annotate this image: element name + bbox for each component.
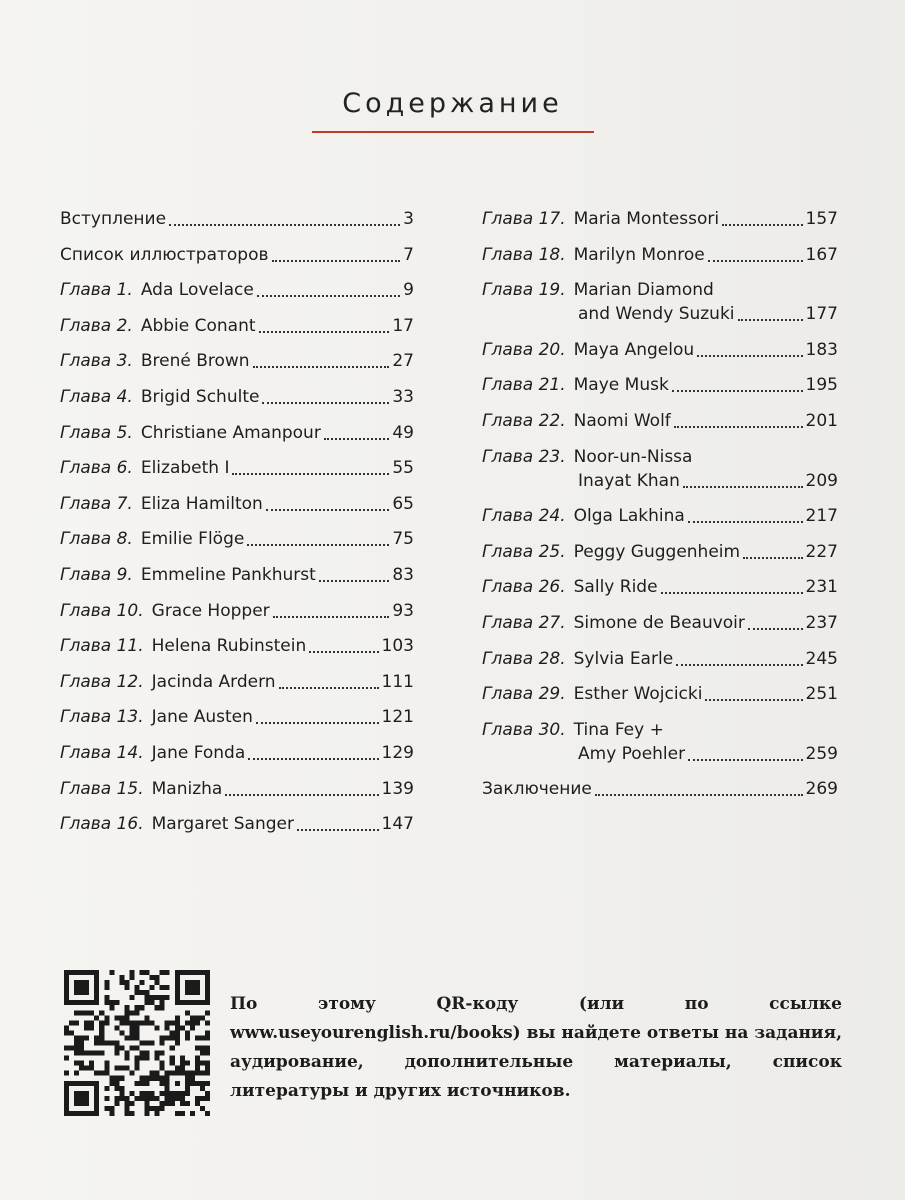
leader-dots bbox=[688, 520, 803, 523]
page-number: 93 bbox=[392, 600, 414, 621]
toc-entry[interactable] bbox=[60, 492, 414, 516]
page-number: 103 bbox=[381, 636, 414, 657]
leader-dots bbox=[248, 757, 378, 760]
page-number: 251 bbox=[805, 684, 838, 705]
chapter-number: Глава 24. bbox=[482, 506, 566, 527]
entry-title: Список иллюстраторов bbox=[60, 244, 269, 265]
toc-entry[interactable] bbox=[482, 718, 838, 766]
chapter-number: Глава 26. bbox=[482, 577, 566, 598]
leader-dots bbox=[319, 579, 390, 582]
chapter-number: Глава 15. bbox=[60, 778, 144, 799]
leader-dots bbox=[169, 223, 400, 226]
toc-entry[interactable] bbox=[482, 540, 838, 564]
leader-dots bbox=[688, 758, 802, 761]
entry-title: Christiane Amanpour bbox=[140, 422, 321, 443]
toc-entry[interactable] bbox=[60, 527, 414, 551]
toc-entry[interactable] bbox=[60, 812, 414, 836]
leader-dots bbox=[595, 793, 803, 796]
entry-title: Elizabeth I bbox=[140, 458, 230, 479]
leader-dots bbox=[676, 663, 802, 666]
leader-dots bbox=[279, 686, 379, 689]
entry-title: Marilyn Monroe bbox=[573, 244, 705, 265]
page-number: 201 bbox=[805, 410, 838, 431]
entry-title: Emmeline Pankhurst bbox=[140, 564, 316, 585]
leader-dots bbox=[247, 543, 389, 546]
toc-entry[interactable] bbox=[482, 207, 838, 231]
leader-dots bbox=[661, 591, 803, 594]
chapter-number: Глава 18. bbox=[482, 244, 566, 265]
page-number: 237 bbox=[805, 612, 838, 633]
page-number: 269 bbox=[805, 779, 838, 800]
toc-entry[interactable] bbox=[482, 682, 838, 706]
page-number: 195 bbox=[805, 375, 838, 396]
chapter-number: Глава 12. bbox=[60, 671, 144, 692]
entry-title: Jane Austen bbox=[151, 707, 253, 728]
page-number: 121 bbox=[381, 707, 414, 728]
page-number: 129 bbox=[381, 742, 414, 763]
entry-title: Jacinda Ardern bbox=[151, 671, 276, 692]
page-number: 227 bbox=[805, 541, 838, 562]
entry-title: Maye Musk bbox=[573, 375, 669, 396]
leader-dots bbox=[697, 354, 802, 357]
chapter-number: Глава 29. bbox=[482, 684, 566, 705]
chapter-number: Глава 5. bbox=[60, 422, 133, 443]
toc-entry[interactable] bbox=[60, 349, 414, 373]
toc-entry[interactable] bbox=[482, 243, 838, 267]
page-number: 231 bbox=[805, 577, 838, 598]
leader-dots bbox=[253, 365, 390, 368]
leader-dots bbox=[674, 425, 803, 428]
chapter-number: Глава 30. bbox=[482, 719, 566, 740]
entry-title: Emilie Flöge bbox=[140, 529, 245, 550]
toc-entry[interactable] bbox=[60, 705, 414, 729]
toc-entry[interactable] bbox=[60, 421, 414, 445]
toc-entry[interactable] bbox=[482, 611, 838, 635]
leader-dots bbox=[748, 627, 803, 630]
chapter-number: Глава 10. bbox=[60, 600, 144, 621]
chapter-number: Глава 23. bbox=[482, 446, 566, 467]
chapter-number: Глава 28. bbox=[482, 648, 566, 669]
entry-title: Eliza Hamilton bbox=[140, 493, 263, 514]
leader-dots bbox=[272, 259, 401, 262]
entry-title: Grace Hopper bbox=[151, 600, 270, 621]
toc-entry[interactable] bbox=[482, 278, 838, 326]
chapter-number: Глава 13. bbox=[60, 707, 144, 728]
leader-dots bbox=[273, 615, 390, 618]
toc-entry[interactable] bbox=[482, 409, 838, 433]
page-number: 147 bbox=[381, 814, 414, 835]
chapter-number: Глава 17. bbox=[482, 209, 566, 229]
page-number: 209 bbox=[805, 470, 838, 491]
page-number: 157 bbox=[805, 209, 838, 229]
entry-title: Maria Montessori bbox=[573, 209, 720, 229]
toc-entry[interactable] bbox=[60, 314, 414, 338]
page-number: 167 bbox=[805, 244, 838, 265]
title-underline bbox=[312, 131, 594, 133]
chapter-number: Глава 20. bbox=[482, 339, 566, 360]
entry-title-continued: and Wendy Suzuki bbox=[578, 304, 735, 325]
toc-entry[interactable] bbox=[60, 278, 414, 302]
entry-title: Olga Lakhina bbox=[573, 506, 685, 527]
toc-entry[interactable] bbox=[482, 777, 838, 801]
entry-title: Sally Ride bbox=[573, 577, 658, 598]
leader-dots bbox=[256, 721, 379, 724]
page-number: 3 bbox=[403, 209, 414, 229]
chapter-number: Глава 8. bbox=[60, 529, 133, 550]
page-number: 259 bbox=[805, 743, 838, 764]
page-title: Содержание bbox=[342, 88, 563, 119]
toc-entry[interactable] bbox=[482, 647, 838, 671]
toc-entry[interactable] bbox=[60, 599, 414, 623]
toc-entry[interactable] bbox=[482, 338, 838, 362]
entry-title: Simone de Beauvoir bbox=[573, 612, 745, 633]
chapter-number: Глава 21. bbox=[482, 375, 566, 396]
entry-title: Brené Brown bbox=[140, 351, 250, 372]
leader-dots bbox=[259, 330, 390, 333]
leader-dots bbox=[683, 485, 803, 488]
leader-dots bbox=[232, 472, 389, 475]
entry-title: Abbie Conant bbox=[140, 315, 256, 336]
entry-title: Maya Angelou bbox=[573, 339, 695, 360]
entry-title: Вступление bbox=[60, 209, 167, 229]
page-number: 75 bbox=[392, 529, 414, 550]
entry-title: Ada Lovelace bbox=[140, 280, 254, 301]
chapter-number: Глава 16. bbox=[60, 814, 144, 835]
page-number: 183 bbox=[805, 339, 838, 360]
chapter-number: Глава 22. bbox=[482, 410, 566, 431]
entry-title: Brigid Schulte bbox=[140, 386, 260, 407]
toc-entry[interactable] bbox=[482, 373, 838, 397]
page-number: 49 bbox=[392, 422, 414, 443]
toc-right-column bbox=[482, 207, 838, 813]
page-number: 177 bbox=[805, 304, 838, 325]
chapter-number: Глава 1. bbox=[60, 280, 133, 301]
toc-entry[interactable] bbox=[482, 575, 838, 599]
entry-title: Manizha bbox=[151, 778, 223, 799]
toc-entry[interactable] bbox=[60, 634, 414, 658]
chapter-number: Глава 2. bbox=[60, 315, 133, 336]
toc-entry[interactable] bbox=[60, 670, 414, 694]
toc-entry[interactable] bbox=[60, 243, 414, 267]
chapter-number: Глава 25. bbox=[482, 541, 566, 562]
leader-dots bbox=[262, 401, 389, 404]
toc-left-column bbox=[60, 207, 414, 848]
toc-entry[interactable] bbox=[60, 741, 414, 765]
page-number: 7 bbox=[403, 244, 414, 265]
chapter-number: Глава 4. bbox=[60, 386, 133, 407]
leader-dots bbox=[309, 650, 378, 653]
leader-dots bbox=[225, 793, 378, 796]
entry-title: Naomi Wolf bbox=[573, 410, 671, 431]
qr-code[interactable] bbox=[64, 970, 210, 1116]
page-number: 33 bbox=[392, 386, 414, 407]
page-number: 27 bbox=[392, 351, 414, 372]
page-number: 9 bbox=[403, 280, 414, 301]
toc-entry[interactable] bbox=[482, 445, 838, 493]
chapter-number: Глава 9. bbox=[60, 564, 133, 585]
entry-title: Tina Fey + bbox=[573, 719, 664, 740]
leader-dots bbox=[722, 223, 802, 226]
entry-title: Peggy Guggenheim bbox=[573, 541, 741, 562]
chapter-number: Глава 6. bbox=[60, 458, 133, 479]
chapter-number: Глава 11. bbox=[60, 636, 144, 657]
entry-title-continued: Inayat Khan bbox=[578, 470, 680, 491]
chapter-number: Глава 14. bbox=[60, 742, 144, 763]
page-number: 245 bbox=[805, 648, 838, 669]
page-number: 139 bbox=[381, 778, 414, 799]
toc-entry[interactable] bbox=[60, 777, 414, 801]
entry-title: Sylvia Earle bbox=[573, 648, 674, 669]
leader-dots bbox=[705, 698, 802, 701]
entry-title: Esther Wojcicki bbox=[573, 684, 703, 705]
page-number: 55 bbox=[392, 458, 414, 479]
leader-dots bbox=[743, 556, 802, 559]
entry-title: Marian Diamond bbox=[573, 280, 714, 301]
toc-entry[interactable] bbox=[482, 504, 838, 528]
qr-note: По этому QR-коду (или по ссылке www.useyourenglish.ru/books) вы найдете ответы на задания, аудирование, дополнительные материалы, список литературы и других источников. bbox=[230, 994, 842, 1101]
chapter-number: Глава 7. bbox=[60, 493, 133, 514]
toc-entry[interactable] bbox=[60, 456, 414, 480]
toc-entry[interactable] bbox=[60, 207, 414, 231]
toc-entry[interactable] bbox=[60, 563, 414, 587]
entry-title: Margaret Sanger bbox=[151, 814, 294, 835]
entry-title: Noor-un-Nissa bbox=[573, 446, 693, 467]
page-number: 65 bbox=[392, 493, 414, 514]
page-number: 111 bbox=[381, 671, 414, 692]
page-number: 83 bbox=[392, 564, 414, 585]
page-number: 217 bbox=[805, 506, 838, 527]
chapter-number: Глава 27. bbox=[482, 612, 566, 633]
toc-entry[interactable] bbox=[60, 385, 414, 409]
chapter-number: Глава 19. bbox=[482, 280, 566, 301]
entry-title-continued: Amy Poehler bbox=[578, 743, 686, 764]
leader-dots bbox=[708, 259, 803, 262]
leader-dots bbox=[266, 508, 390, 511]
leader-dots bbox=[297, 828, 379, 831]
leader-dots bbox=[738, 318, 803, 321]
leader-dots bbox=[324, 437, 390, 440]
chapter-number: Глава 3. bbox=[60, 351, 133, 372]
entry-title: Helena Rubinstein bbox=[151, 636, 307, 657]
leader-dots bbox=[257, 294, 400, 297]
page-number: 17 bbox=[392, 315, 414, 336]
entry-title: Заключение bbox=[482, 779, 592, 800]
entry-title: Jane Fonda bbox=[151, 742, 246, 763]
leader-dots bbox=[672, 389, 803, 392]
